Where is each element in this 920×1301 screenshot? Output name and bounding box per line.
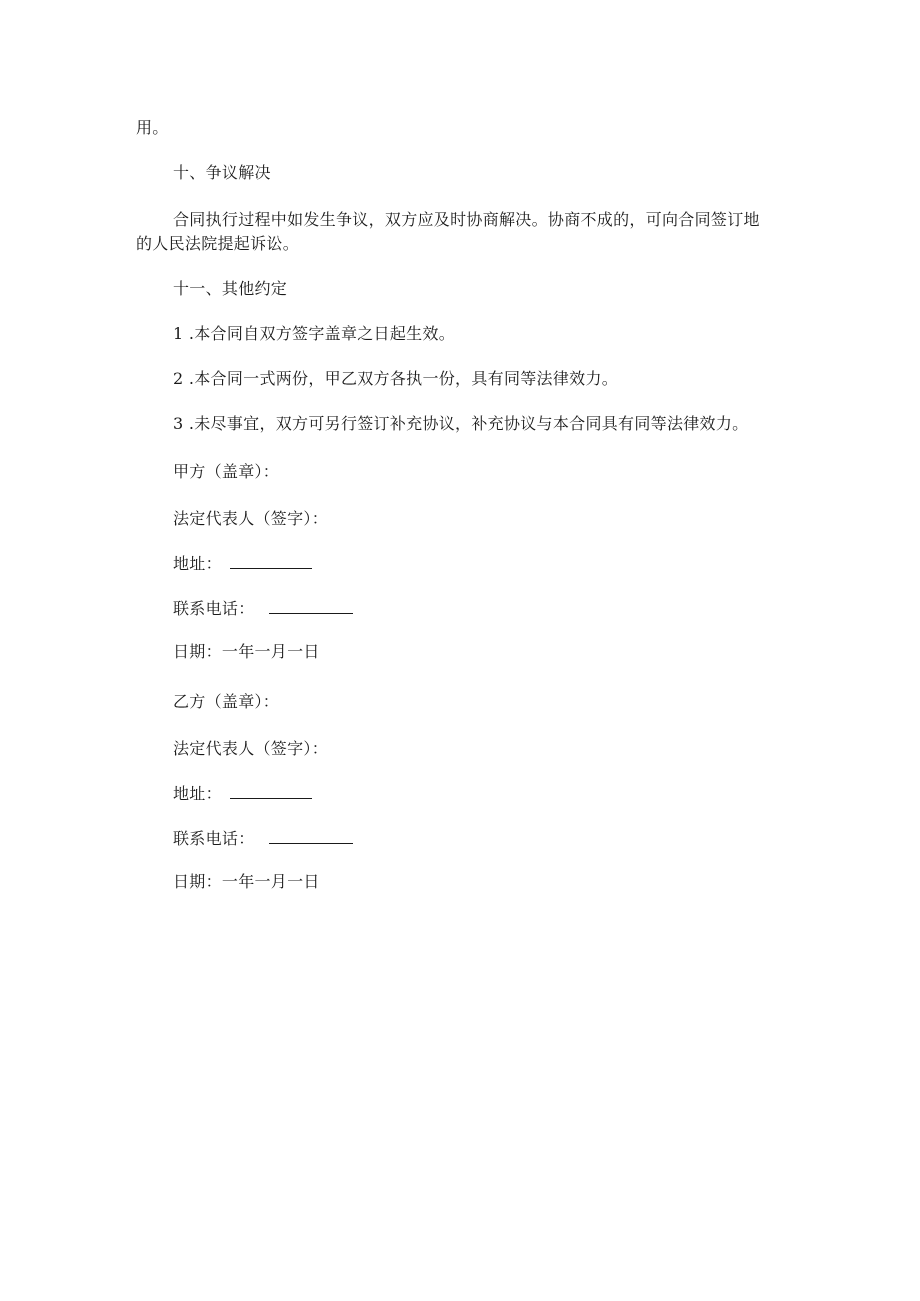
party-a-phone-blank[interactable]: [269, 599, 353, 614]
clause-item-2: 2 .本合同一式两份，甲乙双方各执一份，具有同等法律效力。: [173, 369, 619, 388]
party-b-phone-label: 联系电话：: [173, 829, 255, 848]
party-b-phone-blank[interactable]: [269, 829, 353, 844]
section-10-body-line-2: 的人民法院提起诉讼。: [136, 234, 300, 253]
party-b-address-row: [173, 782, 312, 806]
clause-item-1: 1 .本合同自双方签字盖章之日起生效。: [173, 324, 456, 343]
party-a-date: 日期：一年一月一日: [173, 642, 320, 661]
party-a-address-label: 地址：: [173, 554, 222, 573]
party-b-date: 日期：一年一月一日: [173, 872, 320, 891]
party-a-phone-label: 联系电话：: [173, 599, 255, 618]
party-a-phone-row: [173, 597, 353, 621]
section-11-heading: 十一、其他约定: [173, 279, 288, 298]
party-a-address-blank[interactable]: [230, 554, 312, 569]
section-10-heading: 十、争议解决: [173, 163, 271, 182]
party-a-address-row: [173, 552, 312, 576]
continuation-text: 用。: [136, 118, 169, 137]
party-b-phone-row: [173, 827, 353, 851]
party-a-seal-label: 甲方（盖章）：: [173, 462, 280, 481]
party-b-address-label: 地址：: [173, 784, 222, 803]
party-a-rep-label: 法定代表人（签字）：: [173, 509, 329, 528]
clause-item-3: 3 .未尽事宜，双方可另行签订补充协议，补充协议与本合同具有同等法律效力。: [173, 414, 749, 433]
party-b-rep-label: 法定代表人（签字）：: [173, 739, 329, 758]
party-b-address-blank[interactable]: [230, 784, 312, 799]
party-b-seal-label: 乙方（盖章）：: [173, 692, 280, 711]
section-10-body-line-1: 合同执行过程中如发生争议，双方应及时协商解决。协商不成的，可向合同签订地: [173, 210, 760, 229]
